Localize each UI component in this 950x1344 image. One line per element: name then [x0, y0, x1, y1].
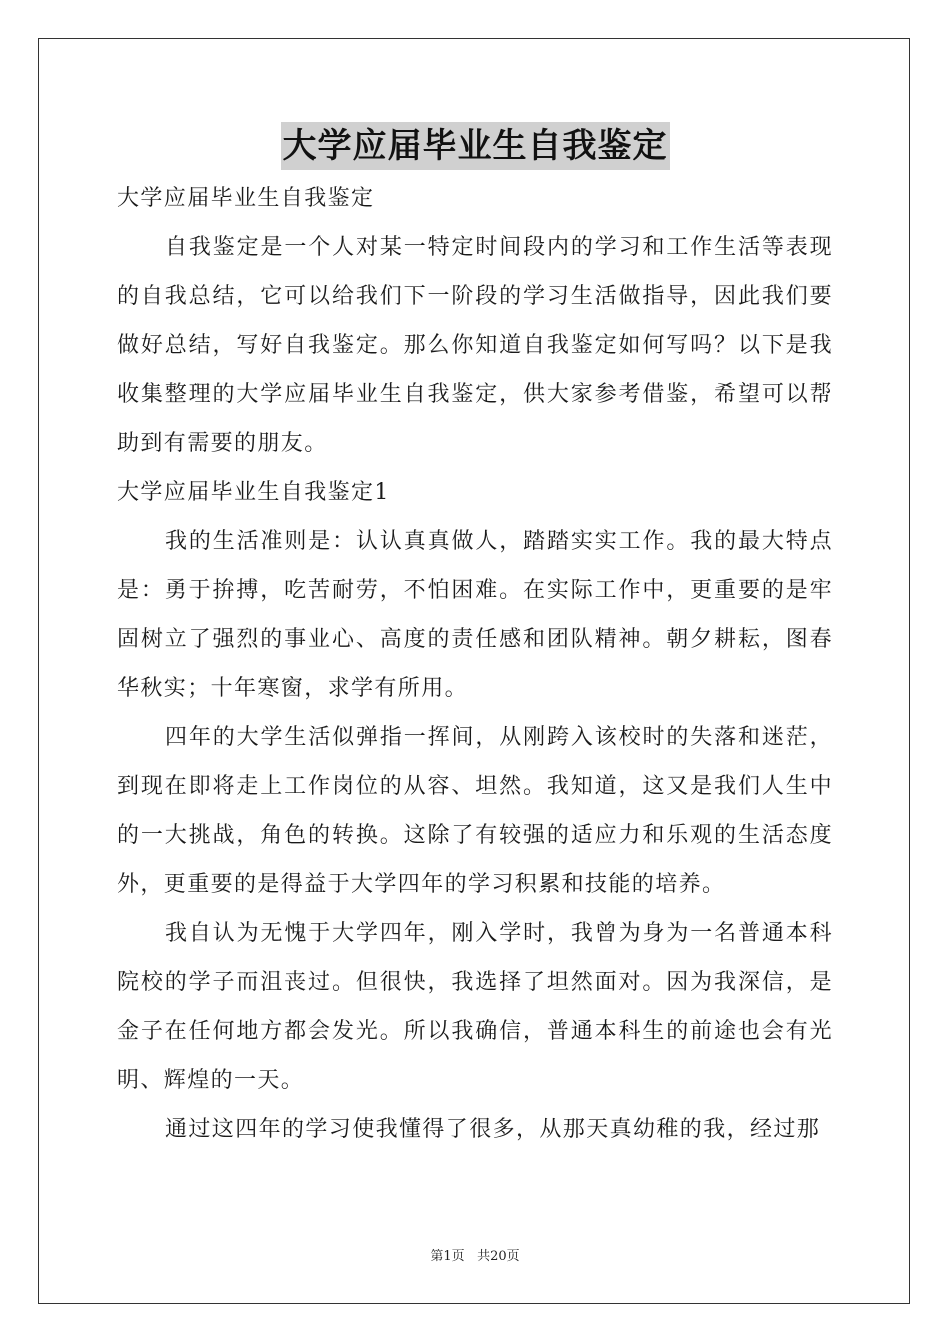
- page-total: 共20页: [477, 1249, 520, 1264]
- page-footer: [0, 1245, 950, 1264]
- paragraph: 我自认为无愧于大学四年，刚入学时，我曾为身为一名普通本科院校的学子而沮丧过。但很快，我选择了坦然面对。因为我深信，是金子在任何地方都会发光。所以我确信，普通本科生的前途也会有光明、辉煌的一天。: [117, 921, 833, 1093]
- section-heading: 大学应届毕业生自我鉴定: [117, 186, 375, 211]
- section-heading: 大学应届毕业生自我鉴定1: [117, 480, 390, 505]
- paragraph: 通过这四年的学习使我懂得了很多，从那天真幼稚的我，经过那: [165, 1117, 821, 1142]
- document-title: 大学应届毕业生自我鉴定: [281, 122, 670, 170]
- page-number: 第1页: [430, 1249, 465, 1264]
- paragraph: 自我鉴定是一个人对某一特定时间段内的学习和工作生活等表现的自我总结，它可以给我们下一阶段的学习生活做指导，因此我们要做好总结，写好自我鉴定。那么你知道自我鉴定如何写吗？以下是我收集整理的大学应届毕业生自我鉴定，供大家参考借鉴，希望可以帮助到有需要的朋友。: [117, 235, 833, 456]
- paragraph: 四年的大学生活似弹指一挥间，从刚跨入该校时的失落和迷茫，到现在即将走上工作岗位的从容、坦然。我知道，这又是我们人生中的一大挑战，角色的转换。这除了有较强的适应力和乐观的生活态度外，更重要的是得益于大学四年的学习积累和技能的培养。: [117, 725, 833, 897]
- paragraph: 我的生活准则是：认认真真做人，踏踏实实工作。我的最大特点是：勇于拚搏，吃苦耐劳，不怕困难。在实际工作中，更重要的是牢固树立了强烈的事业心、高度的责任感和团队精神。朝夕耕耘，图春华秋实；十年寒窗，求学有所用。: [117, 529, 833, 701]
- title-wrap: [0, 122, 950, 170]
- document-body: [117, 174, 833, 1154]
